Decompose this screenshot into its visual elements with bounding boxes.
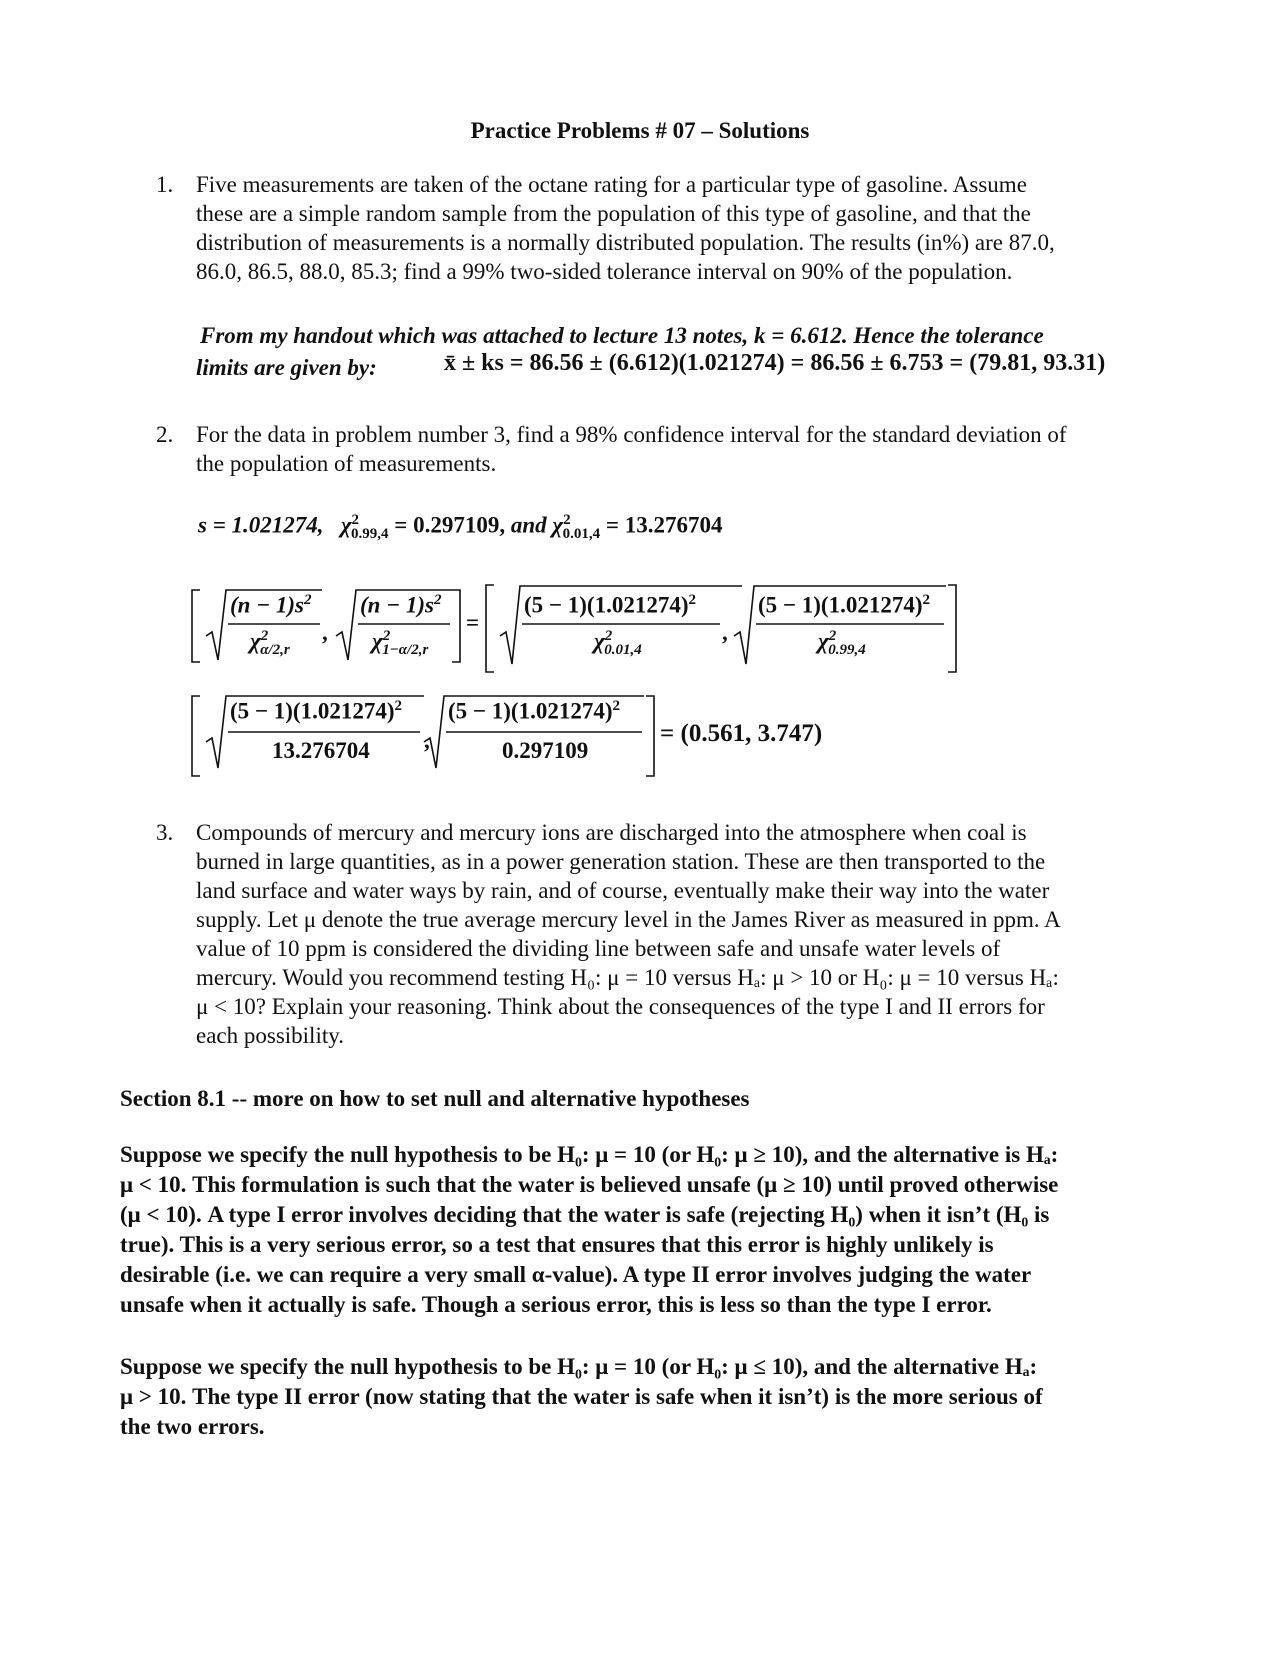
problem-3-line: supply. Let μ denote the true average mercury level in the James River as measured in ppm. A — [196, 907, 1061, 932]
problem-1-line: Five measurements are taken of the octane rating for a particular type of gasoline. Assume — [196, 172, 1027, 197]
problem-3-line: burned in large quantities, as in a power generation station. These are then transported to the — [196, 849, 1046, 874]
given-values: s = 1.021274, $\chi^2_{0.99,4} = 0.297109$, and $\chi^2_{0.01,4} = 13.276704$ — [198, 512, 723, 543]
chi-subscript: 0.01,4 — [562, 526, 601, 543]
interval-result: = (0.561, 3.747) — [660, 720, 823, 747]
subscript: α/2,r — [260, 642, 290, 659]
numerator-specific: $(5 - 1)(1.021274)^2$ — [230, 698, 402, 724]
left-bracket — [486, 585, 494, 672]
numerator-general: $(n - 1)s^2$ — [360, 592, 442, 618]
chi-subscript: 0.99,4 — [351, 526, 389, 543]
paragraph-line: desirable (i.e. we can require a very small α-value). A type II error involves judging the water — [120, 1262, 1032, 1287]
problem-1-solution-line: From my handout which was attached to lecture 13 notes, k = 6.612. Hence the tolerance — [200, 323, 1044, 348]
problem-number: 1. — [156, 172, 174, 197]
problem-1-solution-label: limits are given by: — [196, 355, 377, 380]
right-bracket — [452, 590, 460, 662]
page-title: Practice Problems # 07 – Solutions — [470, 118, 810, 143]
paragraph-1 — [120, 1140, 1168, 1320]
denominator-general: $\chi^2_{\alpha/2,r}$ — [250, 628, 290, 659]
numerator-text: (n − 1)s — [230, 592, 304, 618]
and-word: and — [510, 512, 553, 538]
numerator-specific: $(5 - 1)(1.021274)^2$ — [758, 592, 930, 618]
paragraph-line: the two errors. — [120, 1414, 265, 1439]
problem-3-line: μ < 10? Explain your reasoning. Think about the consequences of the type I and II errors for — [196, 994, 1045, 1019]
problem-1-line: these are a simple random sample from the population of this type of gasoline, and that the — [196, 201, 1031, 226]
numerator-general: $(n - 1)s^2$ — [230, 592, 312, 618]
numerator-text: (5 − 1)(1.021274) — [448, 698, 613, 724]
left-bracket — [192, 696, 200, 776]
denominator-value: 13.276704 — [272, 738, 370, 763]
paragraph-line: unsafe when it actually is safe. Though a serious error, this is less so than the type I error. — [120, 1292, 992, 1317]
subscript: 1−α/2,r — [382, 642, 429, 659]
problem-3-line: mercury. Would you recommend testing H₀: μ = 10 versus Hₐ: μ > 10 or H₀: μ = 10 versus Hₐ: — [196, 965, 1059, 990]
problem-3 — [156, 818, 1156, 1050]
numerator-specific: $(5 - 1)(1.021274)^2$ — [448, 698, 620, 724]
left-bracket — [192, 590, 200, 662]
numerator-text: (5 − 1)(1.021274) — [230, 698, 395, 724]
problem-3-line: land surface and water ways by rain, and of course, eventually make their way into the water — [196, 878, 1050, 903]
paragraph-2 — [120, 1352, 1168, 1442]
paragraph-line: Suppose we specify the null hypothesis to be H₀: μ = 10 (or H₀: μ ≥ 10), and the alternative is Hₐ: — [120, 1142, 1059, 1167]
denominator-value: 0.297109 — [502, 738, 589, 763]
problem-number: 3. — [156, 820, 174, 845]
numerator-text: (5 − 1)(1.021274) — [758, 592, 923, 618]
chi-low-value: = 0.297109, — [394, 512, 506, 538]
s-value: s = 1.021274, — [198, 512, 324, 538]
chi-high-value: = 13.276704 — [605, 512, 723, 538]
paragraph-line: μ > 10. The type II error (now stating that the water is safe when it isn’t) is the more serious of — [120, 1384, 1043, 1409]
denominator-specific: $\chi^2_{0.01,4}$ — [594, 628, 642, 659]
subscript: 0.01,4 — [604, 642, 642, 659]
problem-2-line: For the data in problem number 3, find a 98% confidence interval for the standard deviation of — [196, 422, 1067, 447]
numerator-specific: $(5 - 1)(1.021274)^2$ — [524, 592, 696, 618]
numerator-text: (5 − 1)(1.021274) — [524, 592, 689, 618]
denominator-general: $\chi^2_{1-\alpha/2,r}$ — [372, 628, 429, 659]
problem-3-line: Compounds of mercury and mercury ions are discharged into the atmosphere when coal is — [196, 820, 1027, 845]
problem-3-line: value of 10 ppm is considered the dividing line between safe and unsafe water levels of — [196, 936, 1001, 961]
right-bracket — [948, 585, 956, 672]
comma: , — [424, 728, 430, 753]
paragraph-line: true). This is a very serious error, so a test that ensures that this error is highly unlikely is — [120, 1232, 994, 1257]
chi-symbol: χ — [552, 512, 564, 538]
chi-symbol: χ — [340, 512, 352, 538]
problem-3-line: each possibility. — [196, 1023, 344, 1048]
section-heading: Section 8.1 -- more on how to set null and alternative hypotheses — [120, 1086, 750, 1111]
tolerance-formula: x̄ ± ks = 86.56 ± (6.612)(1.021274) = 86.56 ± 6.753 = (79.81, 93.31) — [444, 350, 1106, 376]
problem-1-line: distribution of measurements is a normally distributed population. The results (in%) are 87.0, — [196, 230, 1055, 255]
paragraph-line: μ < 10. This formulation is such that the water is believed unsafe (μ ≥ 10) until proved otherwise — [120, 1172, 1059, 1197]
equals-sign: = — [466, 610, 480, 635]
right-bracket — [646, 696, 654, 776]
denominator-specific: $\chi^2_{0.99,4}$ — [818, 628, 866, 659]
numerator-text: (n − 1)s — [360, 592, 434, 618]
comma: , — [722, 620, 728, 645]
problem-1-line: 86.0, 86.5, 88.0, 85.3; find a 99% two-sided tolerance interval on 90% of the population. — [196, 259, 1013, 284]
paragraph-line: (μ < 10). A type I error involves deciding that the water is safe (rejecting H₀) when it isn’t (H₀ is — [120, 1202, 1050, 1227]
problem-2-line: the population of measurements. — [196, 451, 497, 476]
problem-number: 2. — [156, 422, 174, 447]
subscript: 0.99,4 — [828, 642, 866, 659]
paragraph-line: Suppose we specify the null hypothesis to be H₀: μ = 10 (or H₀: μ ≤ 10), and the alternative Hₐ: — [120, 1354, 1038, 1379]
comma: , — [322, 620, 328, 645]
